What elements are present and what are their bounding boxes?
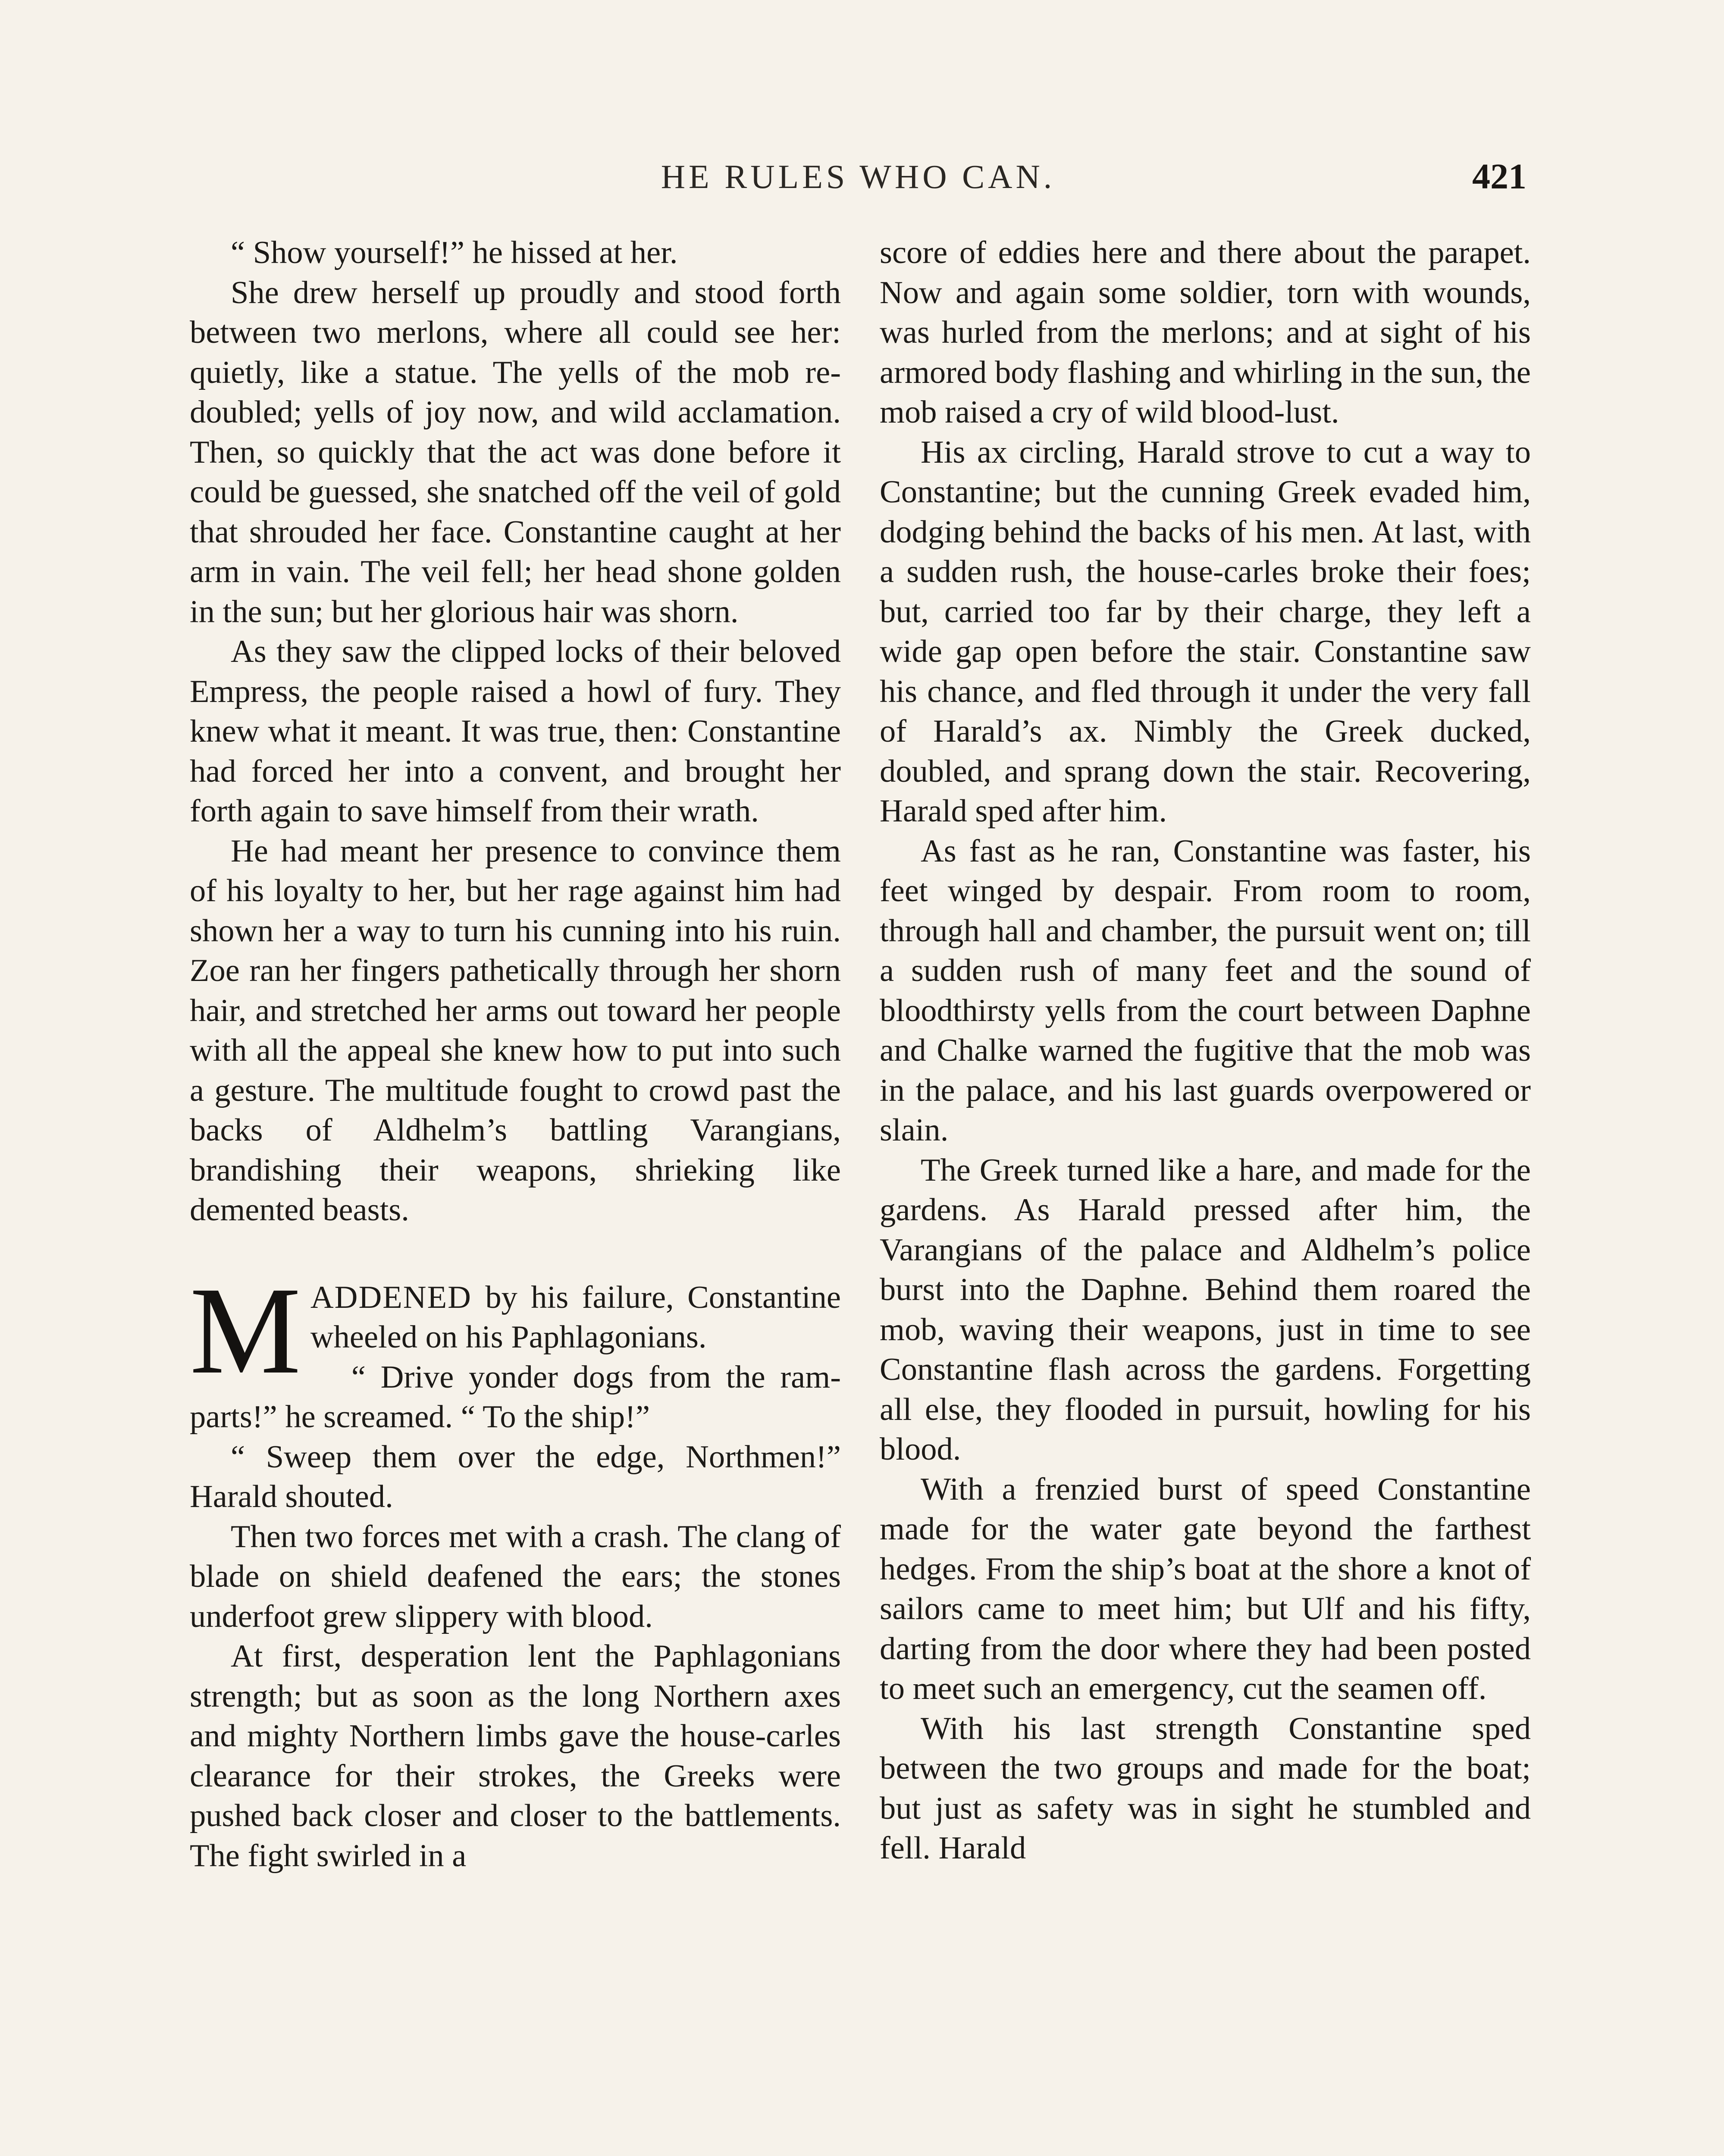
paragraph: Then two forces met with a crash. The clang of blade on shield deafened the ears; the stones underfoot grew slippery with blood. xyxy=(190,1519,841,1634)
paragraph: The Greek turned like a hare, and made for the gardens. As Harald pressed after him, the Varangians of the palace and Aldhelm’s police burst into the Daphne. Behind them roared the mob, waving their weapons, just in time to see Constantine flash across the gardens. Forgetting all else, they flooded in pursuit, howling for his blood. xyxy=(880,1152,1531,1467)
left-column xyxy=(190,233,841,1876)
paragraph: “ Show yourself!” he hissed at her. xyxy=(231,235,678,270)
paragraph: “ Sweep them over the edge, Northmen!” Harald shouted. xyxy=(190,1439,841,1514)
paragraph: “ Drive yonder dogs from the ramparts!” he screamed. “ To the ship!” xyxy=(190,1359,841,1435)
drop-cap: M xyxy=(190,1261,301,1400)
running-title: HE RULES WHO CAN. xyxy=(661,158,1056,195)
running-head xyxy=(190,153,1527,201)
paragraph: With his last strength Constantine sped between the two groups and made for the boat; but just as safety was in sight he stumbled and fell. Harald xyxy=(880,1711,1531,1866)
paragraph: He had meant her presence to convince them of his loyalty to her, but her rage against him had shown her a way to turn his cunning into his ruin. Zoe ran her fingers pathetically through her shorn hair, and stretched her arms out toward her people with all the appeal she knew how to put into such a gesture. The multitude fought to crowd past the backs of Aldhelm’s battling Varangians, brandishing their weapons, shrieking like demented beasts. xyxy=(190,833,841,1228)
paragraph: She drew herself up proudly and stood forth between two merlons, where all could see her: quietly, like a statue. The yells of the mob redoubled; yells of joy now, and wild acclamation. Then, so quickly that the act was done before it could be guessed, she snatched off the veil of gold that shrouded her face. Constantine caught at her arm in vain. The veil fell; her head shone golden in the sun; but her glorious hair was shorn. xyxy=(190,275,841,630)
paragraph-text: by his failure, Constantine wheeled on his Paphlagonians. xyxy=(310,1279,841,1355)
small-caps-lead: ADDENED xyxy=(310,1279,472,1315)
page-number: 421 xyxy=(1472,157,1527,197)
paragraph: With a frenzied burst of speed Constantine made for the water gate beyond the farthest hedges. From the ship’s boat at the shore a knot of sailors came to meet him; but Ulf and his fifty, darting from the door where they had been posted to meet such an emergency, cut the seamen off. xyxy=(880,1471,1531,1706)
paragraph: As fast as he ran, Constantine was faster, his feet winged by despair. From room to room, through hall and chamber, the pursuit went on; till a sudden rush of many feet and the sound of bloodthirsty yells from the court between Daphne and Chalke warned the fugitive that the mob was in the palace, and his last guards overpowered or slain. xyxy=(880,833,1531,1148)
continued-paragraph: score of eddies here and there about the parapet. Now and again some soldier, torn with wounds, was hurled from the merlons; and at sight of his armored body flashing and whirling in the sun, the mob raised a cry of wild blood-lust. xyxy=(880,235,1531,430)
paragraph: As they saw the clipped locks of their beloved Empress, the people raised a howl of fury. They knew what it meant. It was true, then: Constantine had forced her into a convent, and brought her forth again to save himself from their wrath. xyxy=(190,634,841,829)
paragraph: At first, desperation lent the Paphlagonians strength; but as soon as the long Northern axes and mighty Northern limbs gave the house-carles clearance for their strokes, the Greeks were pushed back closer and closer to the battlements. The fight swirled in a xyxy=(190,1639,841,1874)
paragraph: His ax circling, Harald strove to cut a way to Constantine; but the cunning Greek evaded him, dodging behind the backs of his men. At last, with a sudden rush, the house-carles broke their foes; but, carried too far by their charge, they left a wide gap open before the stair. Constantine saw his chance, and fled through it under the very fall of Harald’s ax. Nimbly the Greek ducked, doubled, and sprang down the stair. Recovering, Harald sped after him. xyxy=(880,434,1531,829)
right-column xyxy=(880,233,1531,1868)
